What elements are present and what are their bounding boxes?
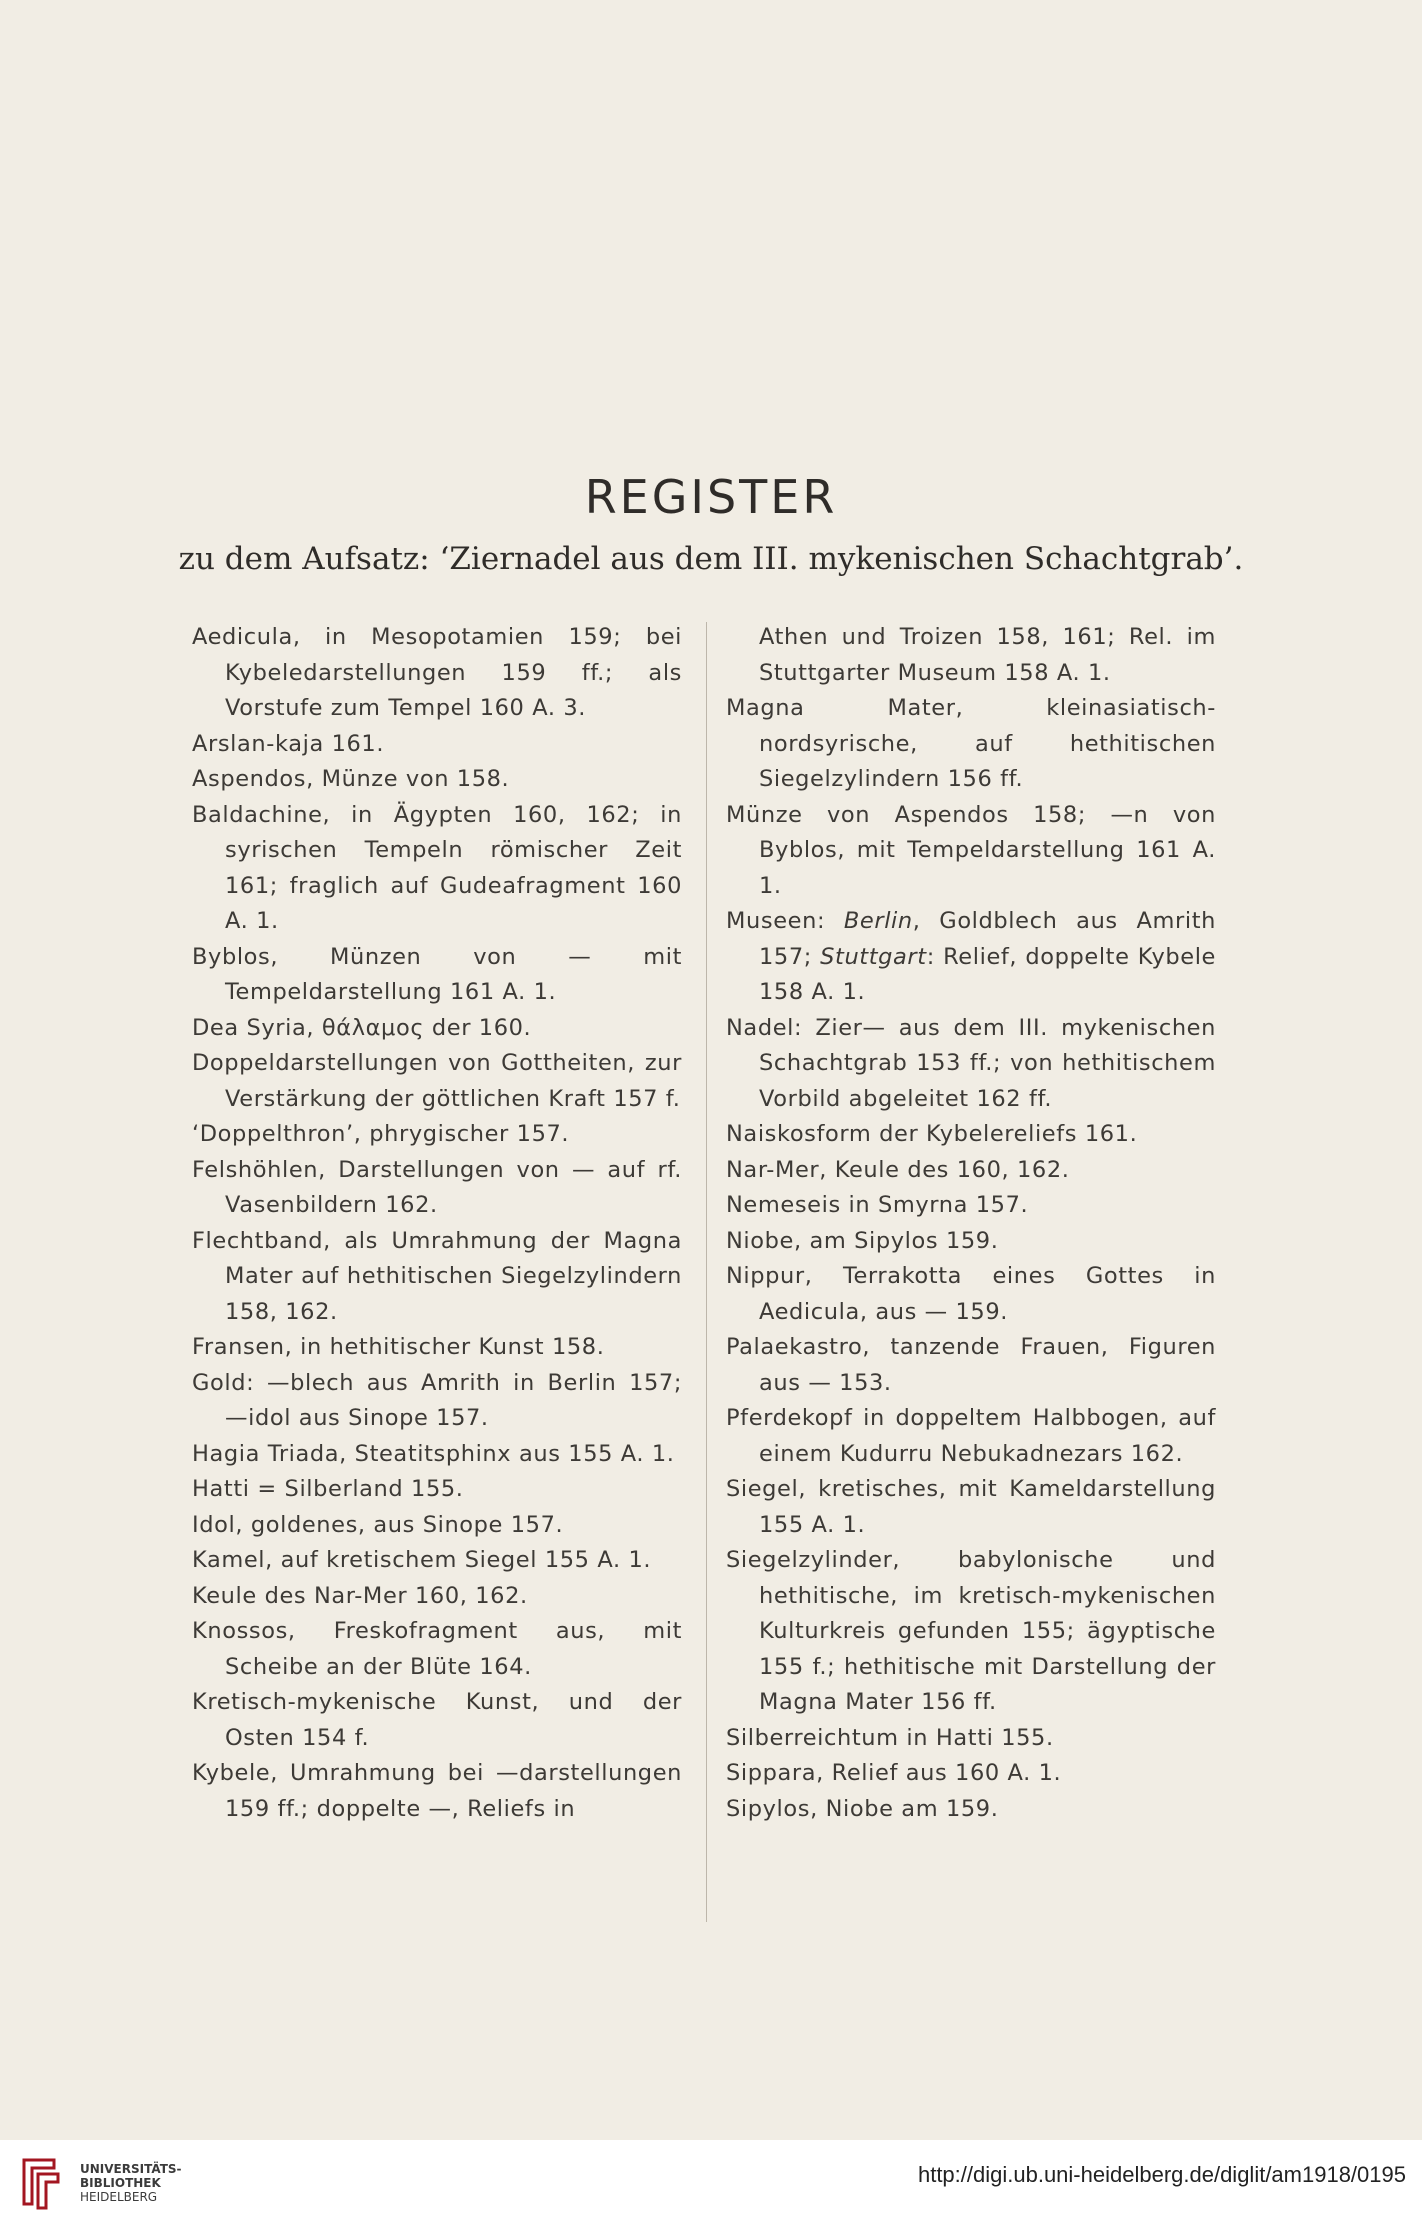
index-entry: Kamel, auf kretischem Siegel 155 A. 1. (192, 1547, 652, 1573)
index-entry: Dea Syria, θάλαμος der 160. (192, 1014, 532, 1041)
source-url-link[interactable]: http://digi.ub.uni-heidelberg.de/diglit/am1918/0195 (917, 2162, 1406, 2187)
index-entry: Siegel, kretisches, mit Kameldarstellung 155 A. 1. (726, 1476, 1216, 1538)
index-entry: Idol, goldenes, aus Sinope 157. (192, 1511, 564, 1538)
index-entry: Niobe, am Sipylos 159. (726, 1227, 999, 1254)
entry-text: Museen: (726, 908, 844, 934)
index-entry: Doppeldarstellungen von Gottheiten, zur Verstärkung der göttlichen Kraft 157 f. (192, 1050, 682, 1112)
index-entry: Flechtband, als Umrahmung der Magna Mater auf hethitischen Siegelzylindern 158, 162. (192, 1227, 682, 1325)
entry-italic-berlin: Berlin (843, 908, 913, 934)
index-entry: Nadel: Zier— aus dem III. mykenischen Schachtgrab 153 ff.; von hethitischem Vorbild abgeleitet 162 ff. (726, 1014, 1216, 1112)
index-entry: Aspendos, Münze von 158. (192, 766, 510, 792)
index-entry: Hatti = Silberland 155. (192, 1476, 464, 1502)
index-entry: Gold: —blech aus Amrith in Berlin 157; —idol aus Sinope 157. (192, 1369, 682, 1431)
library-name-line: HEIDELBERG (80, 2190, 158, 2204)
library-logo-icon (14, 2152, 66, 2212)
index-entry-continuation: Athen und Troizen 158, 161; Rel. im Stuttgarter Museum 158 A. 1. (759, 624, 1216, 686)
index-column-left (192, 620, 682, 1827)
index-entry: Baldachine, in Ägypten 160, 162; in syrischen Tempeln römischer Zeit 161; fraglich auf Gudeafragment 160 A. 1. (192, 801, 682, 934)
index-entry: Naiskosform der Kybelereliefs 161. (726, 1121, 1138, 1147)
entry-italic-stuttgart: Stuttgart (820, 943, 927, 970)
page-title: REGISTER (584, 470, 838, 524)
index-column-right (726, 620, 1216, 1827)
index-entry: Arslan-kaja 161. (192, 730, 385, 757)
library-name-line: BIBLIOTHEK (80, 2176, 161, 2190)
library-name (80, 2162, 182, 2204)
index-entry: Byblos, Münzen von — mit Tempeldarstellung 161 A. 1. (192, 943, 682, 1005)
index-entry: Kybele, Umrahmung bei —darstellungen 159 ff.; doppelte —, Reliefs in (192, 1760, 682, 1822)
column-divider (706, 622, 707, 1922)
index-entry: Nemeseis in Smyrna 157. (726, 1192, 1029, 1218)
index-entry: Siegelzylinder, babylonische und hethitische, im kretisch-mykenischen Kulturkreis gefunden 155; ägyptische 155 f.; hethitische mit Darstellung der Magna Mater 156 ff. (726, 1547, 1216, 1715)
entry-text: : Relief, doppelte Kybele 158 A. 1. (759, 943, 1216, 1005)
index-entry: Keule des Nar-Mer 160, 162. (192, 1582, 528, 1609)
library-name-line: UNIVERSITÄTS- (80, 2162, 182, 2176)
index-entry: Felshöhlen, Darstellungen von — auf rf. Vasenbildern 162. (192, 1156, 682, 1218)
index-entry: Silberreichtum in Hatti 155. (726, 1724, 1054, 1751)
index-entry: Nar-Mer, Keule des 160, 162. (726, 1156, 1070, 1183)
index-entry: Pferdekopf in doppeltem Halbbogen, auf einem Kudurru Nebukadnezars 162. (726, 1405, 1216, 1467)
page-subtitle: zu dem Aufsatz: ‘Ziernadel aus dem III. mykenischen Schachtgrab’. (178, 541, 1244, 577)
entry-text: , Goldblech aus Amrith 157; (759, 908, 1216, 970)
index-entry-museen (726, 904, 1216, 1011)
index-entry: Knossos, Freskofragment aus, mit Scheibe an der Blüte 164. (192, 1618, 682, 1680)
index-entry: Magna Mater, kleinasiatisch-nordsyrische, auf hethitischen Siegelzylindern 156 ff. (726, 695, 1216, 792)
index-entry: Fransen, in hethitischer Kunst 158. (192, 1334, 605, 1360)
index-entry: Sippara, Relief aus 160 A. 1. (726, 1760, 1062, 1786)
index-entry: Aedicula, in Mesopotamien 159; bei Kybeledarstellungen 159 ff.; als Vorstufe zum Tempel 160 A. 3. (192, 624, 682, 721)
index-entry: ‘Doppelthron’, phrygischer 157. (192, 1121, 570, 1147)
index-entry: Hagia Triada, Steatitsphinx aus 155 A. 1. (192, 1440, 675, 1467)
index-entry: Münze von Aspendos 158; —n von Byblos, mit Tempeldarstellung 161 A. 1. (726, 801, 1216, 899)
index-entry: Kretisch-mykenische Kunst, und der Osten 154 f. (192, 1689, 682, 1751)
index-entry: Sipylos, Niobe am 159. (726, 1795, 999, 1822)
index-entry: Palaekastro, tanzende Frauen, Figuren aus — 153. (726, 1334, 1216, 1396)
index-entry: Nippur, Terrakotta eines Gottes in Aedicula, aus — 159. (726, 1263, 1216, 1325)
